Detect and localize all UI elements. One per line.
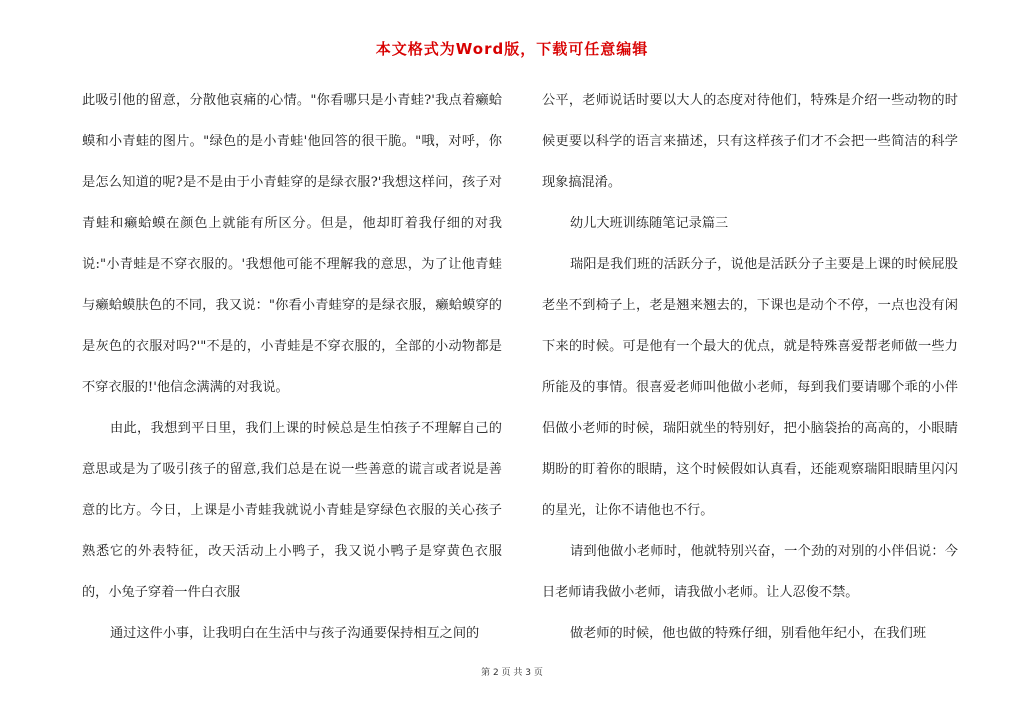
paragraph: 由此，我想到平日里，我们上课的时候总是生怕孩子不理解自己的意思或是为了吸引孩子的留意,我们总是在说一些善意的谎言或者说是善意的比方。今日，上课是小青蛙我就说小青蛙是穿绿色衣服的关心孩子熟悉它的外表特征，改天活动上小鸭子，我又说小鸭子是穿黄色衣服的，小兔子穿着一件白衣服 <box>82 421 502 600</box>
paragraph: 通过这件小事，让我明白在生活中与孩子沟通要保持相互之间的 <box>110 626 480 641</box>
left-column <box>82 80 502 654</box>
paragraph: 公平，老师说话时要以大人的态度对待他们，特殊是介绍一些动物的时候更要以科学的语言来描述，只有这样孩子们才不会把一些简洁的科学现象搞混淆。 <box>542 93 958 190</box>
paragraph: 此吸引他的留意，分散他哀痛的心情。"你看哪只是小青蛙?'我点着癞蛤蟆和小青蛙的图片。"绿色的是小青蛙'他回答的很干脆。"哦，对呼，你是怎么知道的呢?是不是由于小青蛙穿的是绿衣服?'我想这样问，孩子对青蛙和癞蛤蟆在颜色上就能有所区分。但是，他却盯着我仔细的对我说:"小青蛙是不穿衣服的。'我想他可能不理解我的意思，为了让他青蛙与癞蛤蟆肤色的不同，我又说："你看小青蛙穿的是绿衣服，癞蛤蟆穿的是灰色的衣服对吗?'"不是的，小青蛙是不穿衣服的，全部的小动物都是不穿衣服的!'他信念满满的对我说。 <box>82 93 502 395</box>
section-heading: 幼儿大班训练随笔记录篇三 <box>570 216 729 231</box>
paragraph: 请到他做小老师时，他就特别兴奋，一个劲的对别的小伴侣说：今日老师请我做小老师，请我做小老师。让人忍俊不禁。 <box>542 544 958 600</box>
right-column <box>542 80 958 654</box>
paragraph: 做老师的时候，他也做的特殊仔细，别看他年纪小，在我们班 <box>570 626 927 641</box>
page-number: 第 2 页 共 3 页 <box>481 668 543 678</box>
paragraph: 瑞阳是我们班的活跃分子，说他是活跃分子主要是上课的时候屁股老坐不到椅子上，老是翘来翘去的，下课也是动个不停，一点也没有闲下来的时候。可是他有一个最大的优点，就是特殊喜爱帮老师做一些力所能及的事情。很喜爱老师叫他做小老师，每到我们要请哪个乖的小伴侣做小老师的时候，瑞阳就坐的特别好，把小脑袋抬的高高的，小眼睛期盼的盯着你的眼睛，这个时候假如认真看，还能观察瑞阳眼睛里闪闪的星光，让你不请他也不行。 <box>542 257 958 518</box>
document-header: 本文格式为Word版，下载可任意编辑 <box>375 40 649 58</box>
